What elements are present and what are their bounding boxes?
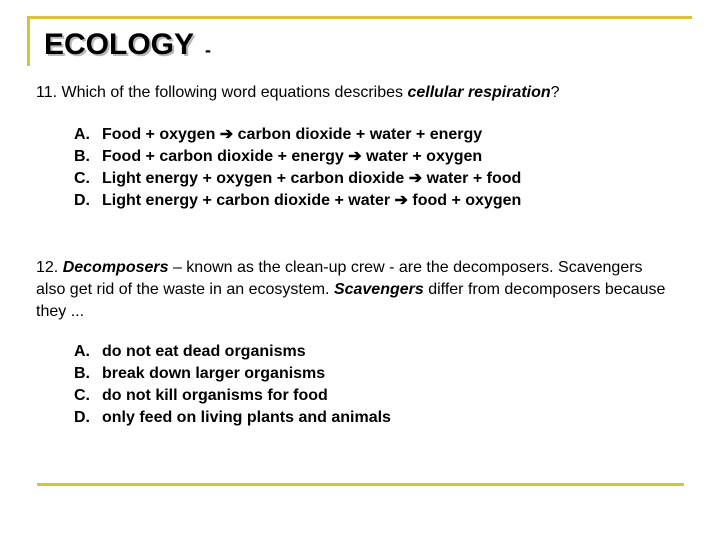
option-11-b	[74, 146, 521, 168]
option-letter: A.	[74, 343, 90, 360]
top-accent-line	[27, 16, 692, 19]
option-letter: B.	[74, 365, 90, 382]
question-12-options	[74, 341, 391, 429]
option-12-c	[74, 385, 391, 407]
question-12-emphasis-scavengers: Scavengers	[333, 281, 424, 298]
option-right: water + oxygen	[366, 148, 483, 165]
question-11-prefix: 11. Which of the following word equations describes	[36, 84, 408, 101]
right-arrow-icon: ➔	[394, 192, 408, 209]
option-11-d	[74, 190, 521, 212]
option-11-a	[74, 124, 521, 146]
option-left: Food + oxygen	[102, 126, 216, 143]
option-text: do not kill organisms for food	[102, 387, 328, 404]
option-letter: C.	[74, 170, 90, 187]
question-12-suffix: differ from decomposers because they ...	[36, 281, 666, 320]
option-right: water + food	[426, 170, 522, 187]
option-text	[102, 146, 482, 168]
option-text: break down larger organisms	[102, 365, 326, 382]
question-11	[36, 82, 676, 104]
option-left: Light energy + carbon dioxide + water	[102, 192, 391, 209]
option-text: only feed on living plants and animals	[102, 409, 391, 426]
right-arrow-icon: ➔	[408, 170, 423, 187]
question-11-suffix: ?	[550, 84, 560, 101]
question-12	[36, 257, 676, 323]
option-letter: C.	[74, 387, 90, 404]
option-text	[102, 190, 521, 212]
option-12-a	[74, 341, 391, 363]
title-dash: -	[205, 40, 211, 60]
option-letter: A.	[74, 126, 90, 143]
option-12-b	[74, 363, 391, 385]
option-text	[102, 124, 482, 146]
slide-title: ECOLOGY	[44, 28, 195, 61]
option-letter: B.	[74, 148, 90, 165]
option-11-c	[74, 168, 521, 190]
question-12-middle: – known as the clean-up crew - are the decomposers. Scavengers also get rid of the waste in an ecosystem.	[36, 259, 643, 298]
option-text	[102, 168, 521, 190]
question-11-emphasis: cellular respiration	[407, 84, 551, 101]
question-12-prefix: 12.	[36, 259, 63, 276]
option-right: food + oxygen	[412, 192, 522, 209]
right-arrow-icon: ➔	[348, 148, 362, 165]
option-right: carbon dioxide + water + energy	[237, 126, 483, 143]
option-letter: D.	[74, 409, 90, 426]
option-text: do not eat dead organisms	[102, 343, 306, 360]
left-accent-line	[27, 16, 30, 66]
bottom-accent-line	[37, 483, 684, 486]
option-left: Food + carbon dioxide + energy	[102, 148, 344, 165]
question-11-options	[74, 124, 521, 212]
question-12-emphasis-decomposers: Decomposers	[62, 259, 169, 276]
option-left: Light energy + oxygen + carbon dioxide	[102, 170, 405, 187]
option-12-d	[74, 407, 391, 429]
right-arrow-icon: ➔	[219, 126, 234, 143]
option-letter: D.	[74, 192, 90, 209]
